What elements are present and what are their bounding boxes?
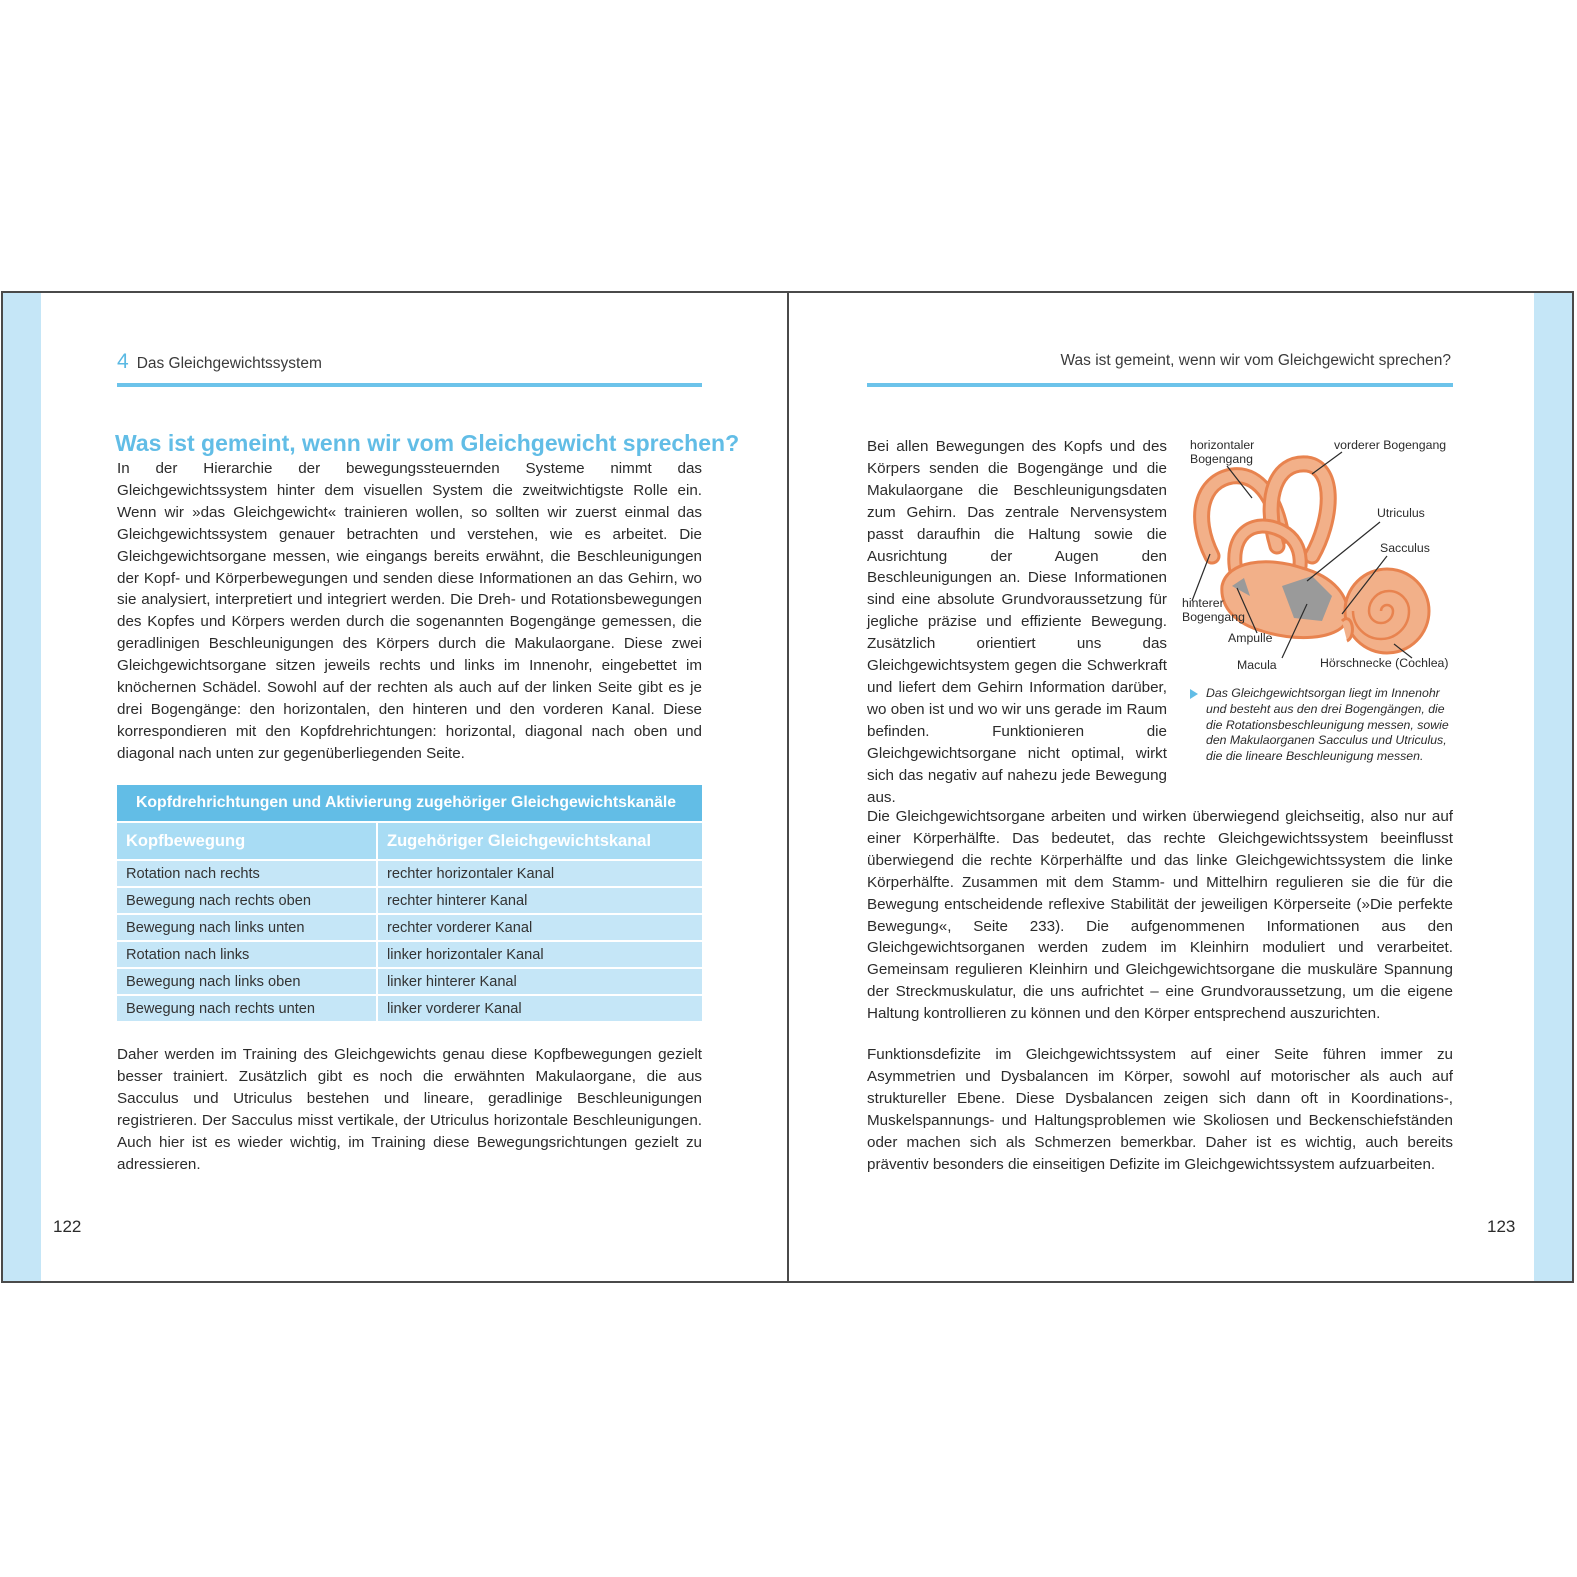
label-posterior-canal: hinterer Bogengang bbox=[1182, 596, 1245, 624]
table-row bbox=[117, 913, 702, 940]
table-row bbox=[117, 859, 702, 886]
left-page-edge bbox=[3, 293, 41, 1281]
right-page-edge bbox=[1534, 293, 1572, 1281]
table-header-channel: Zugehöriger Gleichgewichtskanal bbox=[376, 821, 702, 859]
caption-arrow-icon bbox=[1190, 689, 1198, 699]
table-row bbox=[117, 940, 702, 967]
left-paragraph-2: Daher werden im Training des Gleichgewichts genau diese Kopfbewegungen gezielt besser trainiert. Zusätzlich gibt es noch die erwähnten Makulaorgane, die aus Sacculus und Utriculus bestehen und lineare, geradlinige Beschleunigungen registrieren. Der Sacculus misst vertikale, der Utriculus horizontale Beschleunigungen. Auch hier ist es wieder wichtig, im Training diese Bewegungsrichtungen gezielt zu adressieren. bbox=[117, 1046, 702, 1173]
figure-caption: Das Gleichgewichtsorgan liegt im Innenohr und besteht aus den drei Bogengängen, die die Rotationsbeschleunigung messen, sowie den Makulaorganen Sacculus und Utriculus, die die lineare Beschleunigung messen. bbox=[1206, 686, 1449, 764]
right-paragraph-3: Funktionsdefizite im Gleichgewichtssystem auf einer Seite führen immer zu Asymmetrien und Dysbalancen im Körper, sowohl auf motorischer als auch auf struktureller Ebene. Diese Dysbalancen zeigen sich dann oft in Koordinations-, Muskelspannungs- und Haltungsproblemen wie Skoliosen und Beckenschiefständen oder machen sich als Schmerzen bemerkbar. Daher ist es wichtig, auch bereits präventiv besonders die einseitigen Defizite im Gleichgewichtssystem aufzuarbeiten. bbox=[867, 1046, 1453, 1173]
label-macula: Macula bbox=[1237, 658, 1277, 672]
right-paragraph-1: Bei allen Bewegungen des Kopfs und des Körpers senden die Bogengänge und die Makulaorgane die Beschleunigungsdaten zum Gehirn. Das zentrale Nervensystem passt daraufhin die Haltung sowie die Ausrichtung der Augen den Beschleunigungen an. Diese Informationen sind eine absolute Grundvoraussetzung für jegliche präzise und effiziente Bewegung. Zusätzlich orientiert uns das Gleichgewichtsystem gegen die Schwerkraft und liefert dem Gehirn Information darüber, wo oben ist und wo wir uns gerade im Raum befinden. Funktionieren die Gleichgewichtsorgane nicht optimal, wirkt sich das negativ auf nahezu jede Bewegung aus. bbox=[867, 438, 1167, 806]
table-row bbox=[117, 886, 702, 913]
label-cochlea: Hörschnecke (Cochlea) bbox=[1320, 656, 1449, 670]
page-number-left: 122 bbox=[53, 1217, 82, 1236]
inner-ear-figure bbox=[1182, 436, 1452, 676]
right-head-rule bbox=[867, 383, 1453, 387]
label-sacculus: Sacculus bbox=[1380, 541, 1430, 555]
table-cell: rechter hinterer Kanal bbox=[376, 886, 702, 913]
right-paragraph-2: Die Gleichgewichtsorgane arbeiten und wirken überwiegend gleichseitig, also nur auf einer Körperhälfte. Das bedeutet, das rechte Gleichgewichtssystem beeinflusst überwiegend die rechte Körperhälfte und das linke Gleichgewichtssystem die linke Körperhälfte. Zusammen mit dem Stamm- und Mittelhirn regulieren sie die für die Bewegung entscheidende reflexive Stabilität der jeweiligen Körperseite (»Die perfekte Bewegung«, Seite 233). Die aufgenommenen Informationen aus den Gleichgewichtsorganen werden zudem im Kleinhirn moduliert und verarbeitet. Gemeinsam regulieren Kleinhirn und Gleichgewichtsorgane die muskuläre Spannung der Streckmuskulatur, die uns aufrichtet – eine Grundvoraussetzung, um die eigene Haltung kontrollieren zu können und den Körper entsprechend auszurichten. bbox=[867, 808, 1453, 1023]
table-row bbox=[117, 967, 702, 994]
table-caption: Kopfdrehrichtungen und Aktivierung zugehöriger Gleichgewichtskanäle bbox=[117, 785, 702, 821]
left-running-head bbox=[117, 350, 322, 374]
table-cell: linker vorderer Kanal bbox=[376, 994, 702, 1021]
table-cell: linker horizontaler Kanal bbox=[376, 940, 702, 967]
chapter-title: Das Gleichgewichtssystem bbox=[136, 355, 322, 372]
table-cell: Bewegung nach links oben bbox=[117, 967, 376, 994]
label-utriculus: Utriculus bbox=[1377, 506, 1425, 520]
table-cell: linker hinterer Kanal bbox=[376, 967, 702, 994]
label-ampulle: Ampulle bbox=[1228, 631, 1273, 645]
book-gutter bbox=[787, 292, 789, 1282]
right-running-head: Was ist gemeint, wenn wir vom Gleichgewicht sprechen? bbox=[1060, 352, 1451, 369]
table-cell: Rotation nach rechts bbox=[117, 859, 376, 886]
left-paragraph-1: In der Hierarchie der bewegungssteuernden Systeme nimmt das Gleichgewichtssystem hinter dem visuellen System die zweitwichtigste Rolle ein. Wenn wir »das Gleichgewicht« trainieren wollen, so sollten wir zuerst einmal das Gleichgewichtssystem genauer betrachten und verstehen, wie es arbeitet. Die Gleichgewichtsorgane messen, wie eingangs bereits erwähnt, die Beschleunigungen der Kopf- und Körperbewegungen und senden diese Informationen an das Gehirn, wo sie analysiert, interpretiert und integriert werden. Die Dreh- und Rotationsbewegungen des Kopfes und Körpers werden durch die sogenannten Bogengänge gemessen, die geradlinigen Beschleunigungen des Körpers durch die Makulaorgane. Diese zwei Gleichgewichtsorgane sitzen jeweils rechts und links im Innenohr, eingebettet im knöchernen Schädel. Sowohl auf der rechten als auch auf der linken Seite gibt es je drei Bogengänge: den horizontalen, den hinteren und den vorderen Kanal. Diese korrespondieren mit den Kopfdrehrichtungen: horizontal, diagonal nach oben und diagonal nach unten zur gegenüberliegenden Seite. bbox=[117, 460, 702, 762]
left-head-rule bbox=[117, 383, 702, 387]
inner-ear-illustration bbox=[1182, 436, 1452, 676]
chapter-number: 4 bbox=[117, 350, 129, 373]
section-title: Was ist gemeint, wenn wir vom Gleichgewicht sprechen? bbox=[115, 430, 740, 456]
table-cell: Rotation nach links bbox=[117, 940, 376, 967]
table-header-movement: Kopfbewegung bbox=[117, 821, 376, 859]
table-cell: rechter horizontaler Kanal bbox=[376, 859, 702, 886]
table-row bbox=[117, 994, 702, 1021]
head-rotation-table bbox=[117, 785, 702, 1021]
table-cell: rechter vorderer Kanal bbox=[376, 913, 702, 940]
table-cell: Bewegung nach links unten bbox=[117, 913, 376, 940]
page-number-right: 123 bbox=[1487, 1217, 1516, 1236]
table-cell: Bewegung nach rechts unten bbox=[117, 994, 376, 1021]
table-cell: Bewegung nach rechts oben bbox=[117, 886, 376, 913]
label-anterior-canal: vorderer Bogengang bbox=[1334, 438, 1447, 452]
label-horizontal-canal: horizontaler Bogengang bbox=[1190, 438, 1255, 466]
